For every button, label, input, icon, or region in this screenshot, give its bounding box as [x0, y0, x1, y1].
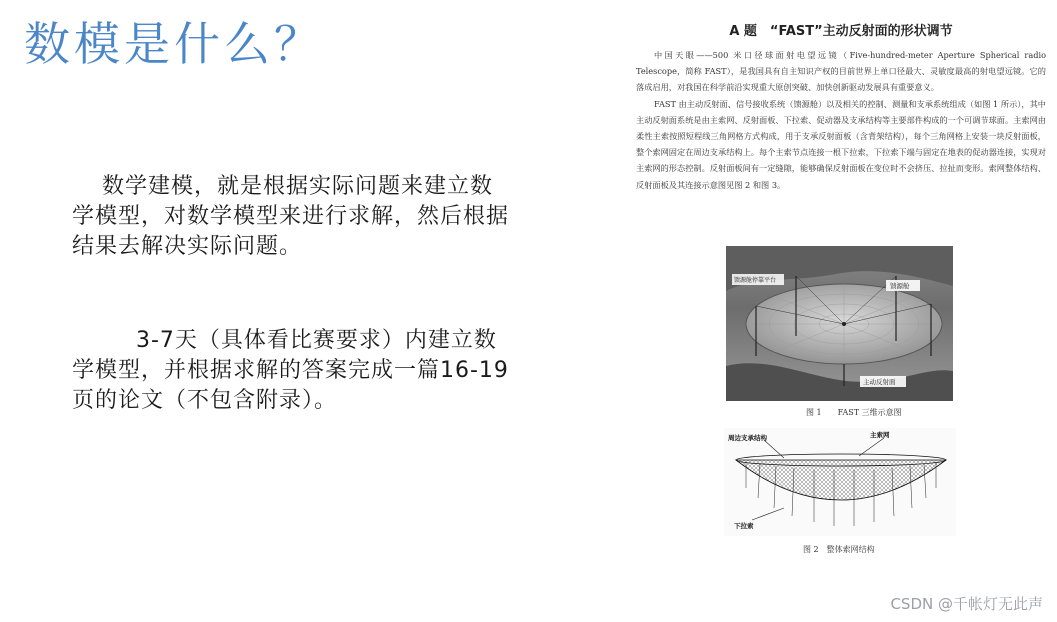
support-structure-label: 周边支承结构: [728, 434, 767, 442]
figure2-caption: 图 2 整体索网结构: [803, 545, 875, 554]
platform-label: 馈源舱停靠平台: [734, 277, 777, 284]
cable-net-figure: [724, 428, 956, 536]
definition-paragraph: 数学建模，就是根据实际问题来建立数学模型，对数学模型来进行求解，然后根据结果去解决实际问题。: [72, 174, 510, 259]
slide-title: 数模是什么？: [24, 17, 324, 71]
main-net-label: 主索网: [870, 431, 890, 439]
document-title: A 题 “FAST”主动反射面的形状调节: [729, 24, 953, 39]
document-paragraph-1: 中国天眼——500 米口径球面射电望远镜（Five-hundred-meter Aperture Spherical radio Telescope，简称 FAST），是我国具有自主知识产权的目前世界上单口径最大、灵敏度最高的射电望远镜。它的落成启用，对我国在科学前沿实现重大原创突破、加快创新驱动发展具有重要意义。: [636, 50, 1046, 93]
reflector-label: 主动反射面: [863, 378, 896, 386]
problem-document: [636, 20, 1046, 193]
figure1-caption: 图 1 FAST 三维示意图: [806, 408, 902, 417]
document-paragraph-2: FAST 由主动反射面、信号接收系统（馈源舱）以及相关的控制、测量和支承系统组成（如图 1 所示），其中主动反射面系统是由主索网、反射面板、下拉索、促动器及支承结构等主要部件构成的一个可调节球面。主索网由柔性主索按照短程线三角网格方式构成，用于支承反射面板（含背架结构），每个三角网格上安装一块反射面板，整个索网固定在周边支承结构上。每个主索节点连接一根下拉索，下拉索下端与固定在地表的促动器连接，实现对主索网的形态控制。反射面板间有一定缝隙，能够确保反射面板在变位时不会挤压、拉扯而变形。索网整体结构、反射面板及其连接示意图见图 2 和图 3。: [636, 98, 1046, 190]
fast-3d-figure: [726, 246, 953, 401]
duration-paragraph: 3-7天（具体看比赛要求）内建立数学模型，并根据求解的答案完成一篇16-19页的论文（不包含附录）。: [72, 328, 509, 413]
feed-cabin-label: 馈源舱: [890, 282, 910, 290]
csdn-watermark: CSDN @千帐灯无此声: [890, 595, 1043, 613]
down-cable-label: 下拉索: [734, 522, 754, 530]
